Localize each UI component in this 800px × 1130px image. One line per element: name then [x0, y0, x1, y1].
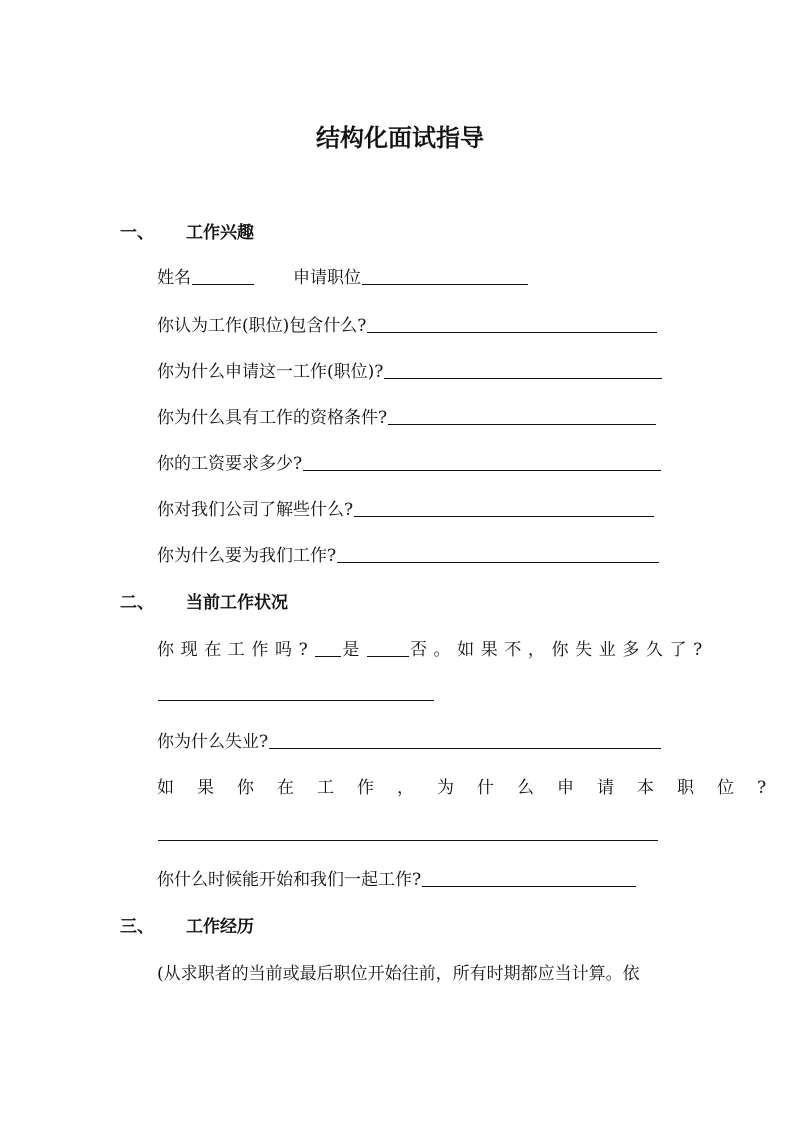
question-line: [157, 448, 662, 474]
question-text: 否。如果不，你失业多久了?: [409, 640, 709, 660]
section-label: 工作经历: [186, 917, 254, 937]
answer-blank[interactable]: [303, 450, 661, 471]
question-text: 你为什么要为我们工作?: [157, 546, 337, 566]
section-label: 工作兴趣: [186, 223, 254, 243]
yes-label: 是: [342, 640, 366, 660]
section-label: 当前工作状况: [186, 593, 288, 613]
answer-blank[interactable]: [354, 496, 654, 517]
question-line: [157, 634, 709, 660]
answer-blank[interactable]: [337, 542, 659, 563]
question-text: 你现在工作吗?: [157, 640, 315, 660]
section-1-heading: [120, 218, 254, 242]
question-text: 如果你在工作，为什么申请本职位?: [157, 778, 790, 798]
answer-blank[interactable]: [158, 820, 658, 841]
answer-blank[interactable]: [367, 312, 657, 333]
answer-blank[interactable]: [384, 358, 662, 379]
answer-line: [157, 818, 659, 844]
question-text: 你为什么失业?: [157, 732, 269, 752]
question-text: 你对我们公司了解些什么?: [157, 500, 354, 520]
question-text: 你认为工作(职位)包含什么?: [157, 316, 367, 336]
answer-blank[interactable]: [269, 728, 661, 749]
yes-blank[interactable]: [315, 636, 341, 657]
document-title: 结构化面试指导: [316, 124, 484, 152]
question-text: 你的工资要求多少?: [157, 454, 303, 474]
instruction-text: [157, 958, 640, 984]
question-line: [157, 310, 658, 336]
section-number: 三、: [120, 917, 154, 937]
question-line: [157, 494, 655, 520]
name-position-line: [157, 262, 529, 288]
question-line: [157, 772, 789, 798]
answer-blank[interactable]: [388, 404, 656, 425]
question-line: [157, 540, 660, 566]
question-line: [157, 864, 637, 890]
answer-blank[interactable]: [422, 866, 636, 887]
answer-line: [157, 678, 435, 704]
question-line: [157, 726, 662, 752]
section-2-heading: [120, 588, 288, 612]
instruction-text-content: (从求职者的当前或最后职位开始往前，所有时期都应当计算。依: [157, 964, 640, 984]
section-number: 一、: [120, 223, 154, 243]
position-blank[interactable]: [362, 264, 528, 285]
no-blank[interactable]: [367, 636, 409, 657]
question-text: 你什么时候能开始和我们一起工作?: [157, 870, 422, 890]
answer-blank[interactable]: [158, 680, 434, 701]
question-line: [157, 402, 657, 428]
name-label: 姓名: [157, 268, 191, 288]
question-text: 你为什么具有工作的资格条件?: [157, 408, 388, 428]
section-number: 二、: [120, 593, 154, 613]
name-blank[interactable]: [192, 264, 254, 285]
question-line: [157, 356, 663, 382]
section-3-heading: [120, 912, 254, 936]
position-label: 申请职位: [293, 268, 361, 288]
question-text: 你为什么申请这一工作(职位)?: [157, 362, 384, 382]
